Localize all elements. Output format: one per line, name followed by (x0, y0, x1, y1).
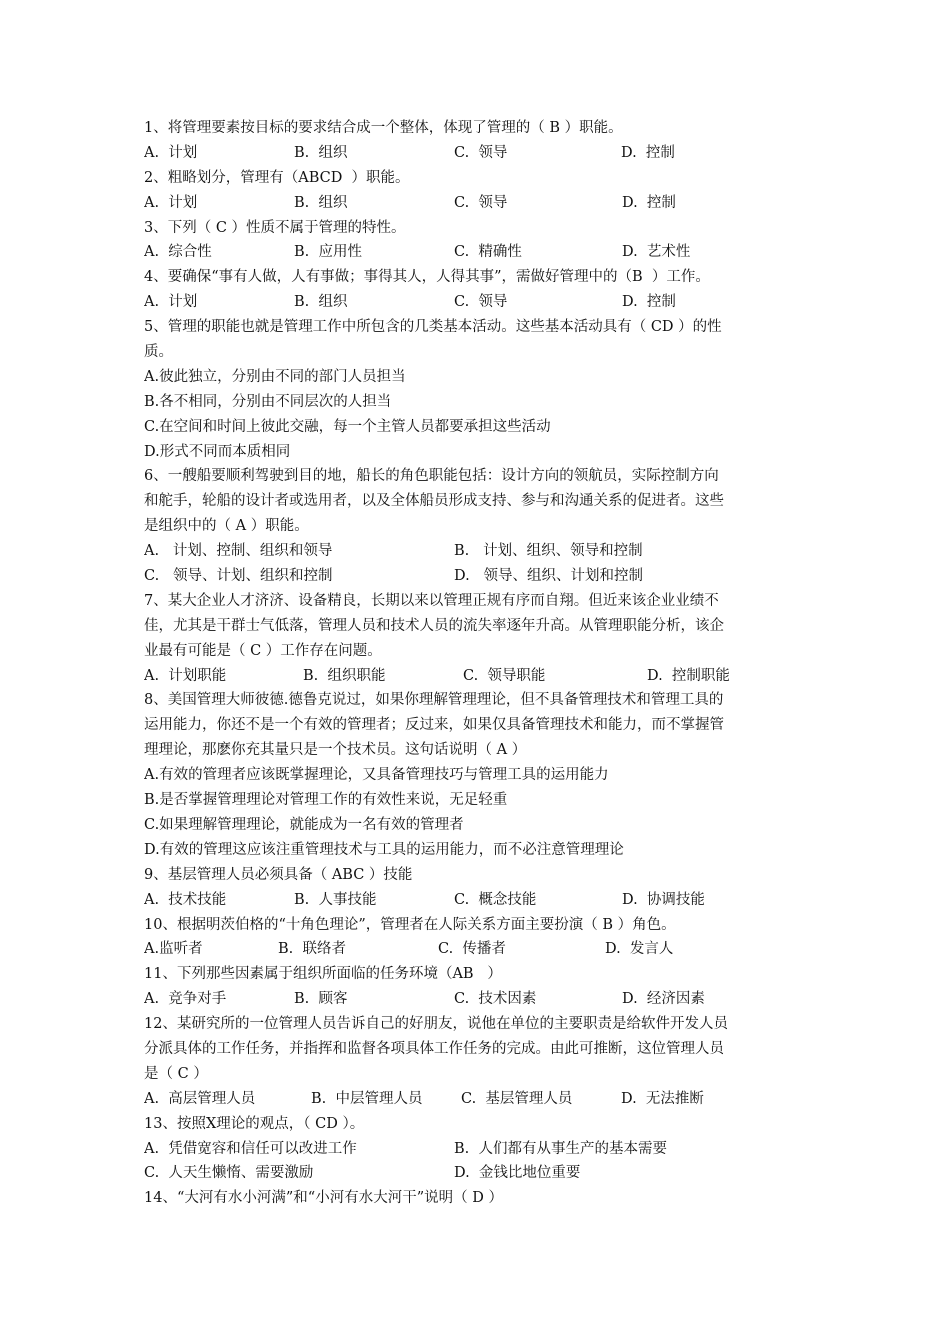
option-d: D. 经济因素 (622, 991, 705, 1008)
question-3-stem: 3、下列（ C ）性质不属于管理的特性。 (144, 219, 406, 236)
question-7-options (144, 664, 816, 689)
option-d: D. 控制职能 (647, 667, 730, 684)
option-d: D. 协调技能 (622, 891, 705, 908)
option-b: B. 计划、组织、领导和控制 (454, 543, 643, 560)
option-a: A. 计划 (144, 194, 198, 211)
question-5-option-c: C.在空间和时间上彼此交融，每一个主管人员都要承担这些活动 (144, 418, 551, 435)
question-8-option-a: A.有效的管理者应该既掌握理论，又具备管理技巧与管理工具的运用能力 (144, 767, 609, 784)
option-b: B. 人们都有从事生产的基本需要 (454, 1140, 667, 1157)
question-12-stem-line-1: 12、某研究所的一位管理人员告诉自己的好朋友，说他在单位的主要职责是给软件开发人员 (144, 1016, 728, 1033)
question-1-stem: 1、将管理要素按目标的要求结合成一个整体，体现了管理的（ B ）职能。 (144, 120, 623, 136)
question-6-options-row-1 (144, 539, 816, 564)
question-6-stem-line-2: 和舵手，轮船的设计者或选用者，以及全体船员形成支持、参与和沟通关系的促进者。这些 (144, 493, 724, 510)
question-8-option-d: D.有效的管理这应该注重管理技术与工具的运用能力，而不必注意管理理论 (144, 841, 624, 858)
question-6-stem-line-1: 6、一艘船要顺利驾驶到目的地，船长的角色职能包括：设计方向的领航员，实际控制方向 (144, 468, 719, 485)
question-7-stem-line-2: 佳，尤其是干群士气低落，管理人员和技术人员的流失率逐年升高。从管理职能分析，该企 (144, 617, 724, 634)
question-5-stem-line-2: 质。 (144, 344, 173, 361)
option-b: B. 顾客 (294, 991, 348, 1008)
question-2-options (144, 191, 816, 216)
option-b: B. 中层管理人员 (311, 1090, 423, 1107)
option-a: A.监听者 (144, 941, 203, 958)
option-d: D. 控制 (622, 194, 676, 211)
option-a: A. 综合性 (144, 244, 212, 261)
option-d: D. 发言人 (605, 941, 674, 958)
option-b: B. 人事技能 (294, 891, 377, 908)
question-8-stem-line-3: 理理论，那麽你充其量只是一个技术员。这句话说明（ A ） (144, 742, 527, 759)
question-12-options (144, 1087, 816, 1112)
option-c: C. 基层管理人员 (461, 1090, 573, 1107)
question-5-option-b: B.各不相同，分别由不同层次的人担当 (144, 393, 392, 410)
question-12-stem-line-2: 分派具体的工作任务，并指挥和监督各项具体工作任务的完成。由此可推断，这位管理人员 (144, 1040, 724, 1057)
option-d: D. 领导、组织、计划和控制 (454, 568, 644, 585)
option-c: C. 精确性 (454, 244, 522, 261)
option-a: A. 技术技能 (144, 891, 227, 908)
question-1-options (144, 141, 816, 166)
question-4-options (144, 290, 816, 315)
option-a: A. 计划、控制、组织和领导 (144, 543, 333, 560)
question-8-stem-line-2: 运用能力，你还不是一个有效的管理者；反过来，如果仅具备管理技术和能力，而不掌握管 (144, 717, 724, 734)
option-c: C. 领导、计划、组织和控制 (144, 568, 333, 585)
option-d: D. 无法推断 (621, 1090, 704, 1107)
option-b: B. 组织职能 (303, 667, 386, 684)
option-d: D. 控制 (622, 294, 676, 311)
question-9-stem: 9、基层管理人员必须具备（ ABC ）技能 (144, 866, 413, 883)
question-13-stem: 13、按照X理论的观点，（ CD ）。 (144, 1115, 365, 1132)
option-a: A. 计划 (144, 294, 198, 311)
question-11-stem: 11、下列那些因素属于组织所面临的任务环境（AB ） (144, 966, 502, 983)
option-c: C. 领导职能 (463, 667, 546, 684)
question-5-option-a: A.彼此独立，分别由不同的部门人员担当 (144, 368, 406, 385)
question-12-stem-line-3: 是（ C ） (144, 1065, 208, 1082)
question-14-stem: 14、“大河有水小河满”和“小河有水大河干”说明（ D ） (144, 1190, 503, 1207)
question-13-options-row-1 (144, 1137, 816, 1162)
option-d: D. 控制 (621, 144, 675, 161)
question-7-stem-line-3: 业最有可能是（ C ）工作存在问题。 (144, 642, 382, 659)
option-d: D. 金钱比地位重要 (454, 1165, 581, 1182)
question-13-options-row-2 (144, 1161, 816, 1186)
option-c: C. 传播者 (438, 941, 506, 958)
question-5-option-d: D.形式不同而本质相同 (144, 443, 291, 460)
question-9-options (144, 888, 816, 913)
option-d: D. 艺术性 (622, 244, 691, 261)
option-c: C. 人天生懒惰、需要激励 (144, 1165, 314, 1182)
question-10-stem: 10、根据明茨伯格的“十角色理论”，管理者在人际关系方面主要扮演（ B ）角色。 (144, 916, 676, 933)
option-b: B. 组织 (294, 294, 348, 311)
question-6-options-row-2 (144, 564, 816, 589)
question-6-stem-line-3: 是组织中的（ A ）职能。 (144, 518, 309, 535)
option-c: C. 技术因素 (454, 991, 537, 1008)
question-8-option-b: B.是否掌握管理理论对管理工作的有效性来说，无足轻重 (144, 792, 508, 809)
option-c: C. 概念技能 (454, 891, 537, 908)
option-a: A. 竞争对手 (144, 991, 227, 1008)
question-10-options (144, 937, 816, 962)
question-4-stem: 4、要确保“事有人做，人有事做；事得其人，人得其事”，需做好管理中的（B ）工作。 (144, 269, 710, 286)
option-a: A. 凭借宽容和信任可以改进工作 (144, 1140, 357, 1157)
question-3-options (144, 240, 816, 265)
question-2-stem: 2、粗略划分，管理有（ABCD ）职能。 (144, 169, 410, 186)
option-b: B. 联络者 (278, 941, 346, 958)
question-5-stem-line-1: 5、管理的职能也就是管理工作中所包含的几类基本活动。这些基本活动具有（ CD ）的性 (144, 319, 722, 336)
option-c: C. 领导 (454, 294, 508, 311)
question-8-option-c: C.如果理解管理理论，就能成为一名有效的管理者 (144, 816, 464, 833)
option-c: C. 领导 (454, 144, 508, 161)
option-b: B. 组织 (294, 194, 348, 211)
option-a: A. 计划职能 (144, 667, 227, 684)
document-page (144, 116, 816, 1211)
option-a: A. 高层管理人员 (144, 1090, 256, 1107)
option-c: C. 领导 (454, 194, 508, 211)
question-8-stem-line-1: 8、美国管理大师彼德.德鲁克说过，如果你理解管理理论，但不具备管理技术和管理工具的 (144, 692, 724, 709)
question-7-stem-line-1: 7、某大企业人才济济、设备精良，长期以来以管理正规有序而自翔。但近来该企业业绩不 (144, 592, 719, 609)
question-11-options (144, 987, 816, 1012)
option-b: B. 应用性 (294, 244, 362, 261)
option-a: A. 计划 (144, 144, 198, 161)
option-b: B. 组织 (294, 144, 348, 161)
